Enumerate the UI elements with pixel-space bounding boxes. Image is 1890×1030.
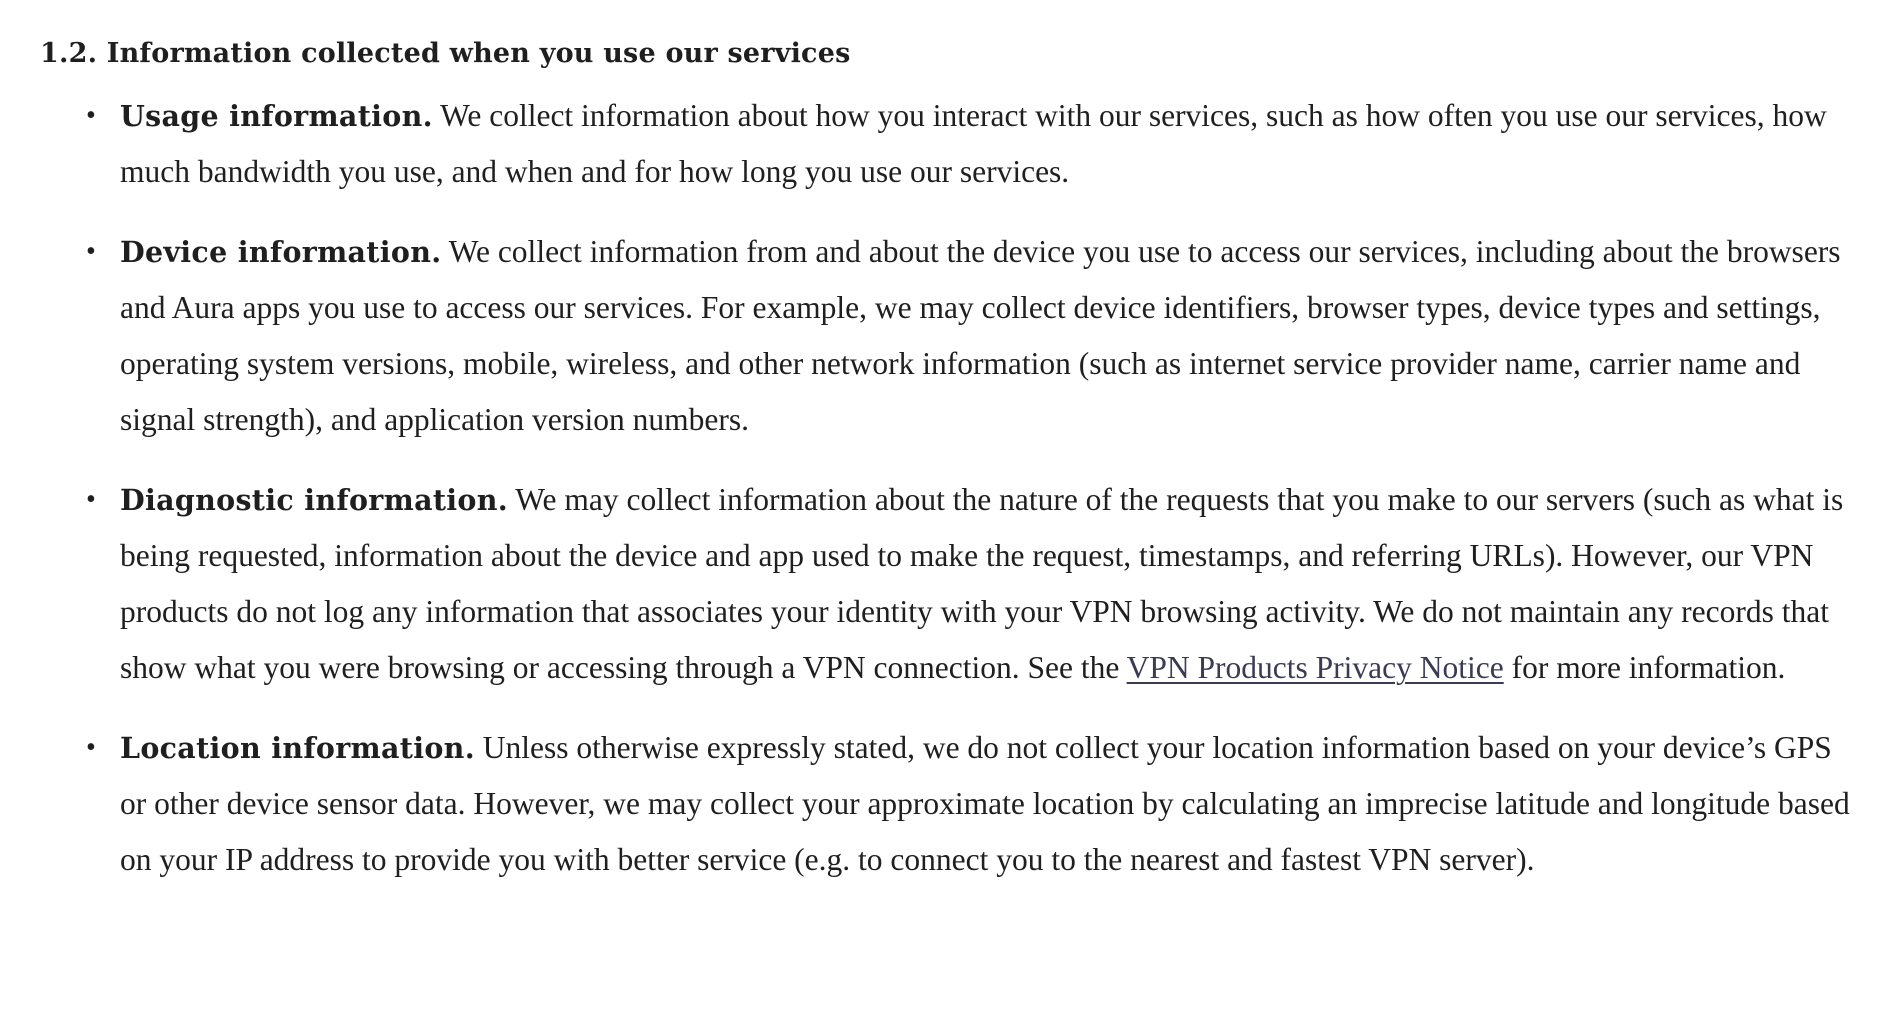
item-title: Device information. [120, 235, 442, 269]
item-text: Unless otherwise expressly stated, we do not collect your location information based on your device’s GPS or other device sensor data. However, we may collect your approximate location by calculating an imprecise latitude and longitude based on your IP address to provide you with better service (e.g. to connect you to the nearest and fastest VPN server). [120, 730, 1850, 877]
bullet-icon: • [86, 236, 96, 267]
list-item-diagnostic-information [40, 472, 1850, 696]
list-item-location-information [40, 720, 1850, 888]
vpn-products-privacy-notice-link[interactable]: VPN Products Privacy Notice [1126, 650, 1504, 685]
item-text-after-link: for more information. [1511, 650, 1786, 685]
item-title: Diagnostic information. [120, 483, 508, 517]
item-text: We collect information from and about the device you use to access our services, including about the browsers and Aura apps you use to access our services. For example, we may collect device identifiers, browser types, device types and settings, operating system versions, mobile, wireless, and other network information (such as internet service provider name, carrier name and signal strength), and application version numbers. [120, 234, 1841, 437]
item-text: We may collect information about the nature of the requests that you make to our servers (such as what is being requested, information about the device and app used to make the request, timestamps, and referring URLs). However, our VPN products do not log any information that associates your identity with your VPN browsing activity. We do not maintain any records that show what you were browsing or accessing through a VPN connection. See the [120, 482, 1844, 685]
item-text: We collect information about how you interact with our services, such as how often you use our services, how much bandwidth you use, and when and for how long you use our services. [120, 98, 1827, 189]
item-title: Usage information. [120, 99, 433, 133]
bullet-icon: • [86, 100, 96, 131]
section-heading: 1.2. Information collected when you use our services [40, 38, 851, 69]
list-item-device-information [40, 224, 1850, 448]
bullet-icon: • [86, 484, 96, 515]
list-item-usage-information [40, 88, 1850, 200]
bullet-icon: • [86, 732, 96, 763]
item-title: Location information. [120, 731, 475, 765]
information-list [40, 88, 1850, 888]
